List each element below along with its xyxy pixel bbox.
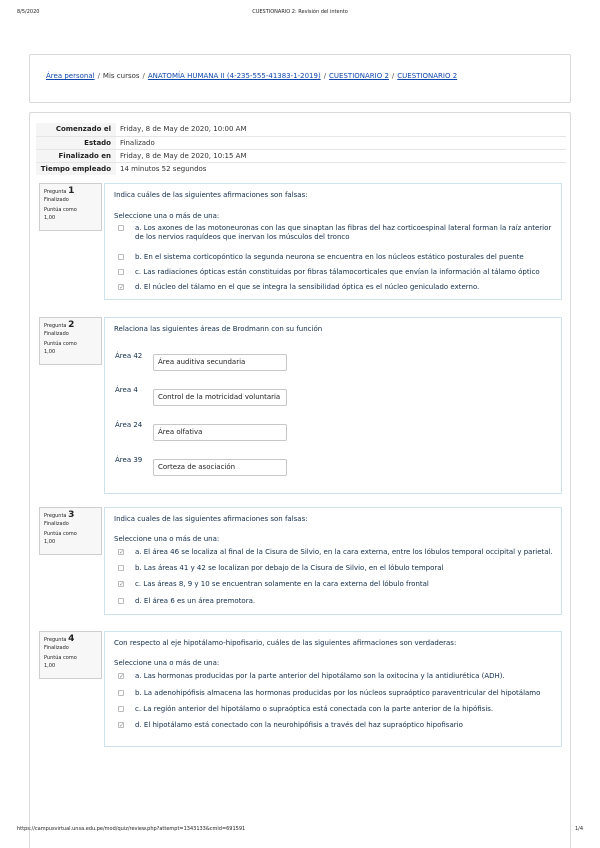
question-3-info [39,507,102,555]
breadcrumb-card [29,54,571,103]
print-title: CUESTIONARIO 2: Revisión del intento [252,9,348,15]
question-1-info [39,183,102,231]
summary-value: Friday, 8 de May de 2020, 10:00 AM [120,125,247,134]
summary-row [36,136,566,149]
question-text: Relaciona las siguientes áreas de Brodmann con su función [114,325,323,333]
question-state: Finalizado [44,645,69,651]
question-1-content [104,183,562,300]
checkbox[interactable] [118,598,124,604]
question-text: Indica cuáles de las siguientes afirmaciones son falsas: [114,191,308,199]
match-label: Área 42 [115,352,143,360]
checkbox-checked[interactable]: ✓ [119,673,125,680]
checkbox[interactable] [118,690,124,696]
print-footer [17,826,583,836]
answer-option-a[interactable]: ✓ a. El área 46 se localiza al final de la Cisura de Silvio, en la cara externa, entre los lóbulos temporal occipital y parietal. [119,548,553,556]
checkbox-checked[interactable]: ✓ [119,722,125,729]
print-page-number: 1/4 [574,826,583,832]
question-state: Finalizado [44,521,69,527]
question-state: Finalizado [44,331,69,337]
question-grade-label: Puntúa como [44,655,77,661]
summary-row [36,149,566,162]
question-4-content [104,631,562,747]
answer-prompt: Seleccione una o más de una: [114,212,220,220]
question-4-info [39,631,102,679]
match-select[interactable]: Área olfativa [153,424,287,441]
question-text: Indica cuales de las siguientes afirmaciones son falsas: [114,515,308,523]
match-select[interactable]: Control de la motricidad voluntaria [153,389,287,406]
breadcrumb-separator: / [391,72,395,80]
summary-label: Finalizado en [36,149,116,162]
answer-option-b[interactable]: b. En el sistema corticopóntico la segunda neurona se encuentra en los núcleos estático posturales del puente [118,253,553,262]
summary-value: Finalizado [116,136,566,149]
checkbox[interactable] [118,225,124,231]
breadcrumb-mis-cursos: Mis cursos [102,72,140,80]
question-grade: 1,00 [44,215,56,221]
question-number: Pregunta 4 [44,634,75,644]
question-grade-label: Puntúa como [44,531,77,537]
breadcrumb-separator: / [142,72,145,80]
answer-option-c[interactable]: c. La región anterior del hipotálamo o supraóptica está conectada con la parte anterior de la hipófisis. [118,705,553,714]
checkbox[interactable] [118,269,124,275]
checkbox[interactable] [118,565,124,571]
breadcrumb-section[interactable]: CUESTIONARIO 2 [329,72,389,80]
answer-option-d[interactable]: d. El área 6 es un área premotora. [118,597,553,606]
match-label: Área 4 [115,386,138,394]
question-number: Pregunta 1 [44,186,75,196]
answer-prompt: Seleccione una o más de una: [114,659,220,667]
breadcrumb-separator: / [323,72,327,80]
match-select[interactable]: Área auditiva secundaria [153,354,287,371]
summary-label: Estado [36,136,116,149]
checkbox[interactable] [118,706,124,712]
summary-value: 14 minutos 52 segundos [116,162,566,175]
answer-option-c[interactable]: ✓ c. Las áreas 8, 9 y 10 se encuentran solamente en la cara externa del lóbulo frontal [119,580,429,588]
question-grade-label: Puntúa como [44,341,77,347]
summary-value: Friday, 8 de May de 2020, 10:15 AM [116,149,566,162]
question-grade: 1,00 [44,663,56,669]
answer-option-a[interactable]: a. Los axones de las motoneuronas con las que sinaptan las fibras del haz corticoespinal lateral forman la raíz anterior de los nervios raquídeos que inervan los músculos del tronco [118,224,553,242]
answer-option-b[interactable]: b. Las áreas 41 y 42 se localizan por debajo de la Cisura de Silvio, en el lóbulo temporal [118,564,553,573]
question-text: Con respecto al eje hipotálamo-hipofisario, cuáles de las siguientes afirmaciones son verdaderas: [114,639,457,647]
question-2-info [39,317,102,365]
answer-prompt: Seleccione una o más de una: [114,535,220,543]
question-state: Finalizado [44,197,69,203]
breadcrumb [46,72,457,80]
checkbox-checked[interactable]: ✓ [119,549,125,556]
checkbox[interactable] [118,254,124,260]
question-2-content [104,317,562,494]
breadcrumb-area-personal[interactable]: Área personal [46,72,95,80]
answer-option-d[interactable]: ✓ d. El hipotálamo está conectado con la neurohipófisis a través del haz supraóptico hipofisario [119,721,463,729]
question-grade: 1,00 [44,349,56,355]
print-date: 8/5/2020 [17,9,40,15]
match-select[interactable]: Corteza de asociación [153,459,287,476]
question-number: Pregunta 2 [44,320,75,330]
answer-option-b[interactable]: b. La adenohipófisis almacena las hormonas producidas por los núcleos supraóptico paraventricular del hipotálamo [118,689,553,698]
quiz-review-card [29,112,571,848]
question-3-content [104,507,562,615]
match-label: Área 24 [115,421,143,429]
question-number: Pregunta 3 [44,510,75,520]
breadcrumb-separator: / [97,72,100,80]
checkbox-checked[interactable]: ✓ [119,284,125,291]
match-label: Área 39 [115,456,143,464]
answer-option-a[interactable]: ✓ a. Las hormonas producidas por la parte anterior del hipotálamo son la oxitocina y la antidiurética (ADH). [119,672,505,680]
attempt-summary-table [36,123,566,175]
checkbox-checked[interactable]: ✓ [119,581,125,588]
question-grade-label: Puntúa como [44,207,77,213]
summary-label: Comenzado el [36,123,116,136]
summary-row [36,162,566,175]
answer-option-d[interactable]: ✓ d. El núcleo del tálamo en el que se integra la sensibilidad óptica es el núcleo geniculado externo. [119,283,480,291]
print-header [17,9,583,19]
answer-option-c[interactable]: c. Las radiaciones ópticas están constituidas por fibras tálamocorticales que envían la información al tálamo óptico [118,268,553,277]
summary-label: Tiempo empleado [36,162,116,175]
breadcrumb-course[interactable]: ANATOMÍA HUMANA II (4-235-555-41383-1-2019) [147,72,321,80]
breadcrumb-quiz[interactable]: CUESTIONARIO 2 [397,72,458,80]
print-url: https://campusvirtual.unsa.edu.pe/mod/quiz/review.php?attempt=1343133&cmid=691591 [17,826,246,832]
question-grade: 1,00 [44,539,56,545]
summary-row [36,123,566,136]
